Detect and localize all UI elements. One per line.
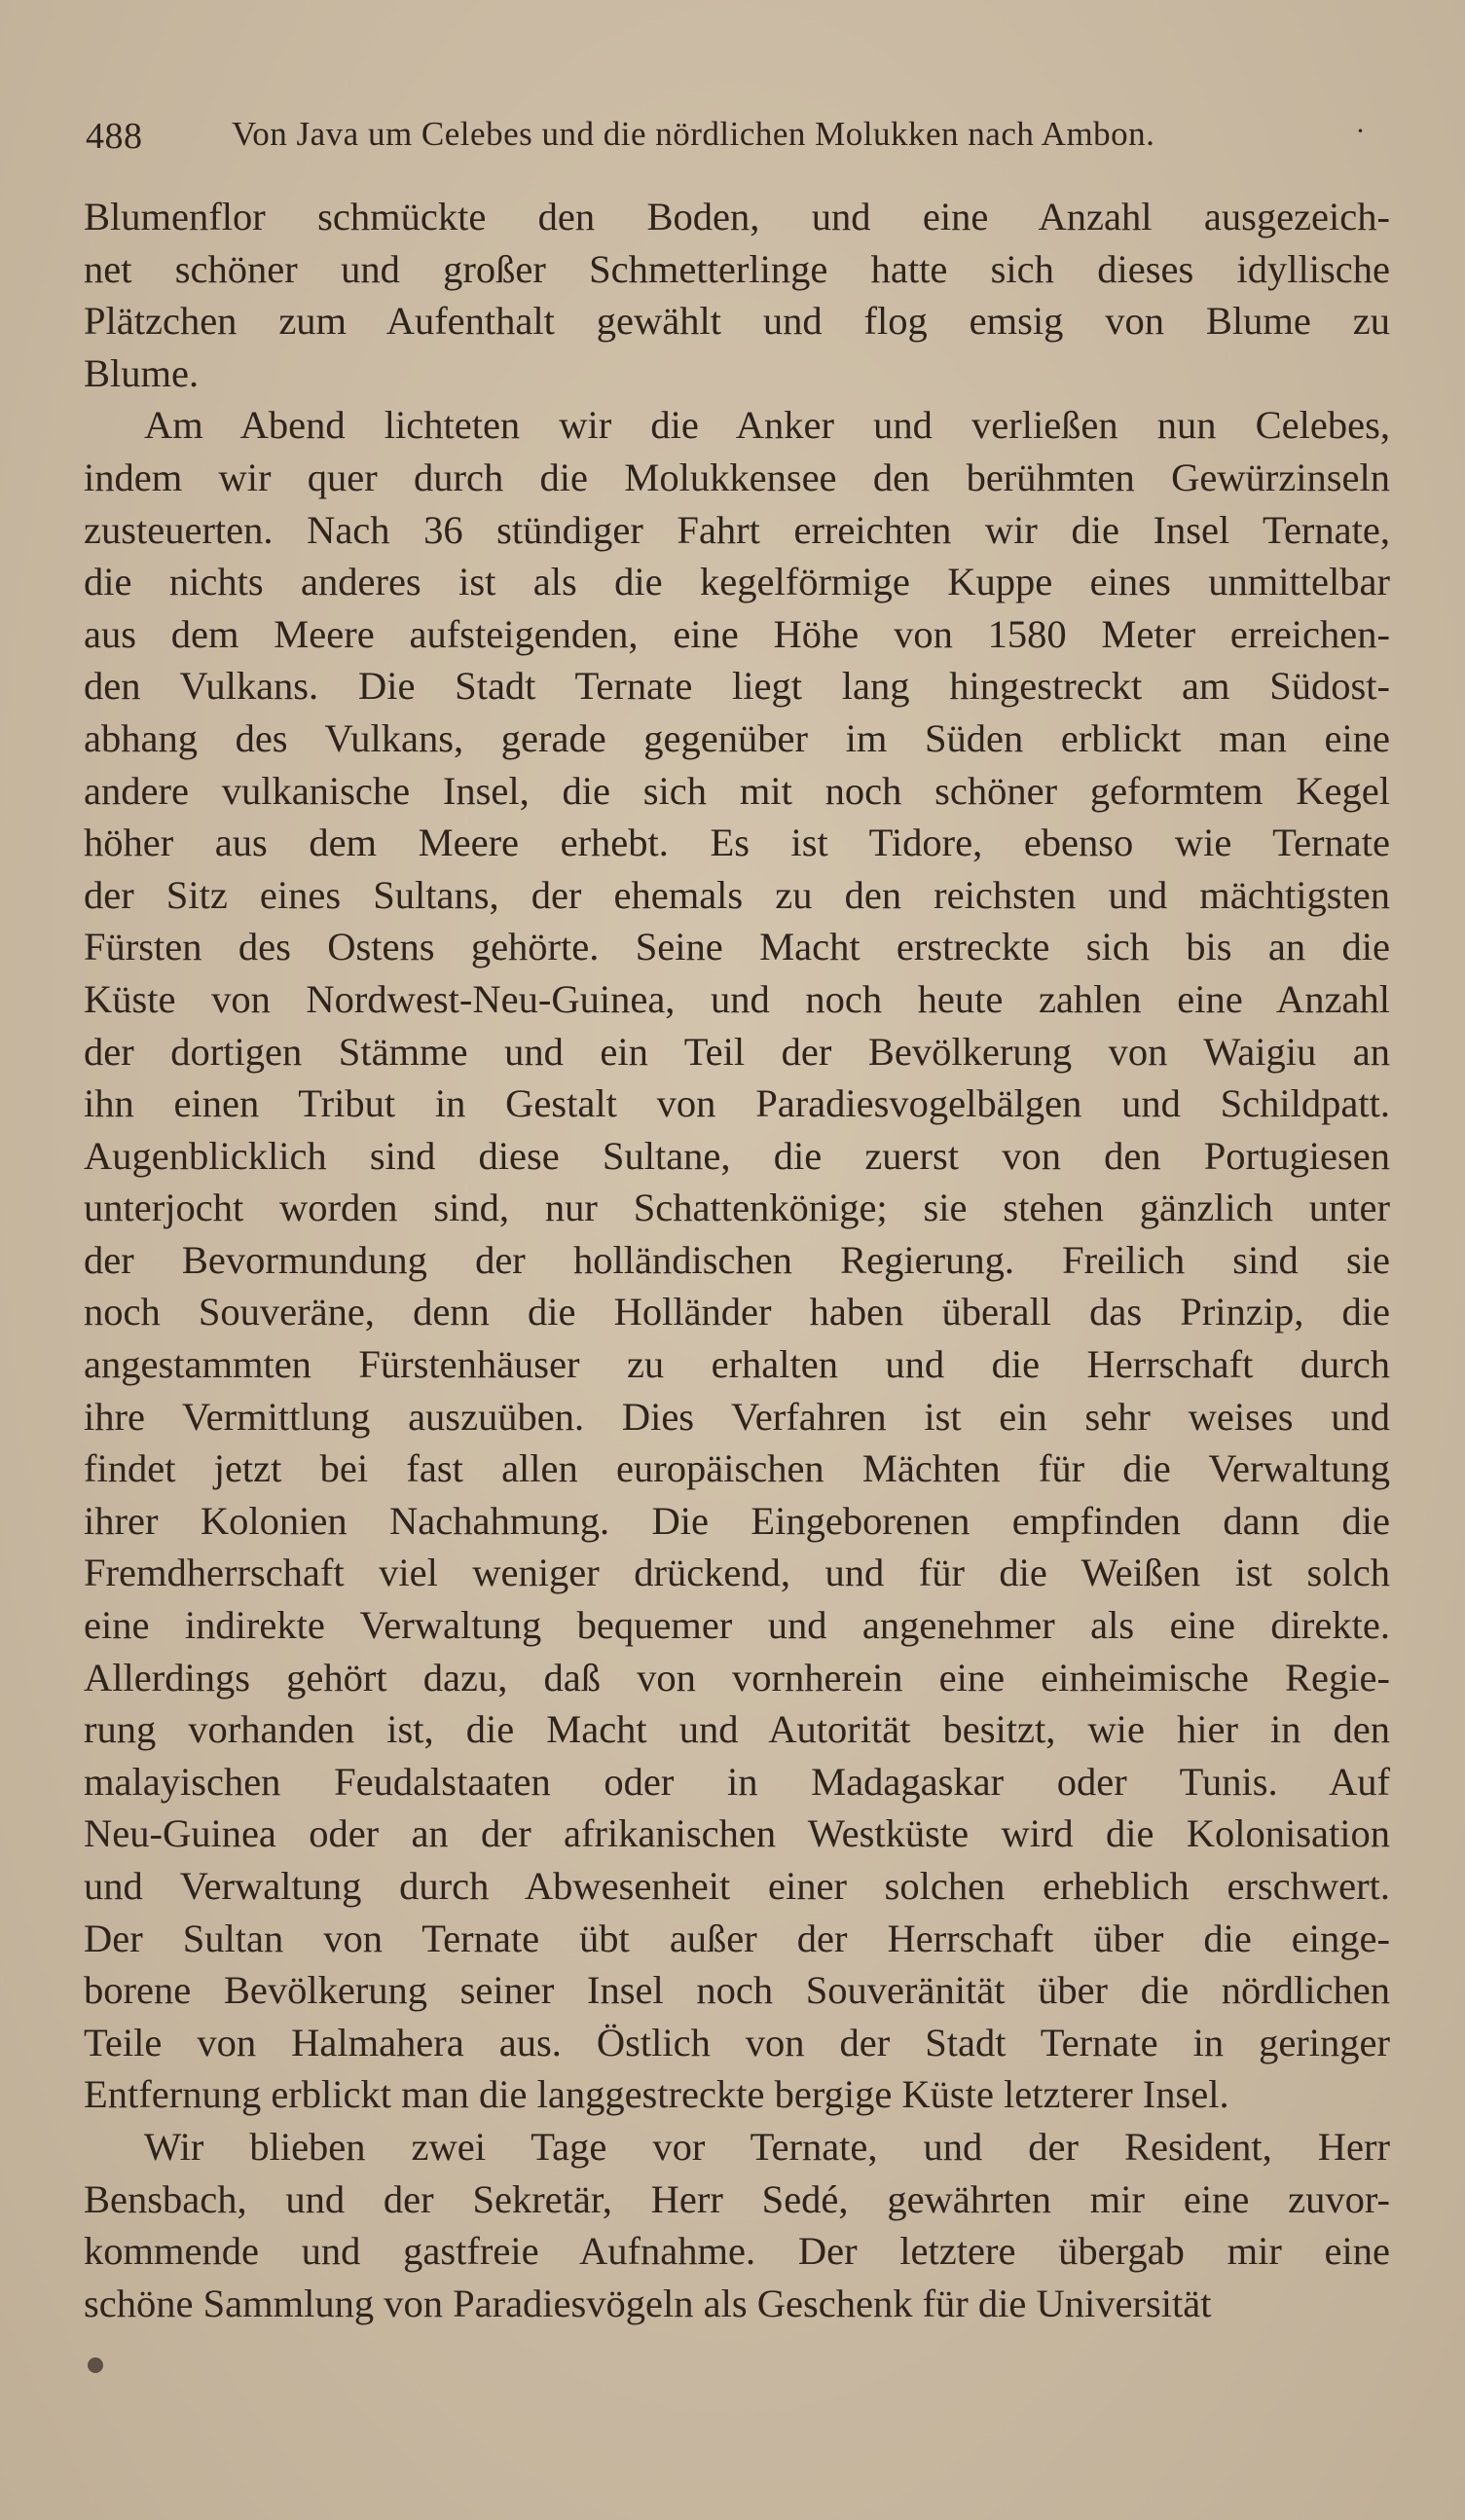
text-line: kommende und gastfreie Aufnahme. Der letztere übergab mir eine <box>84 2229 1390 2274</box>
running-head <box>86 115 1368 162</box>
text-line: Teile von Halmahera aus. Östlich von der Stadt Ternate in geringer <box>84 2020 1390 2064</box>
text-line: abhang des Vulkans, gerade gegenüber im Süden erblickt man eine <box>84 715 1390 760</box>
text-line: Der Sultan von Ternate übt außer der Herrschaft über die einge- <box>84 1916 1390 1960</box>
text-line: Entfernung erblickt man die langgestreckte bergige Küste letzterer Insel. <box>84 2072 1229 2117</box>
text-line: ihre Vermittlung auszuüben. Dies Verfahren ist ein sehr weises und <box>84 1394 1390 1439</box>
text-line: eine indirekte Verwaltung bequemer und angenehmer als eine direkte. <box>84 1603 1390 1648</box>
text-line: indem wir quer durch die Molukkensee den berühmten Gewürzinseln <box>84 455 1390 499</box>
text-line: Bensbach, und der Sekretär, Herr Sedé, gewährten mir eine zuvor- <box>84 2176 1390 2221</box>
text-line: net schöner und großer Schmetterlinge hatte sich dieses idyllische <box>84 246 1390 291</box>
text-line: angestammten Fürstenhäuser zu erhalten und die Herrschaft durch <box>84 1342 1390 1387</box>
body-text <box>84 191 1390 2329</box>
text-line: Blumenflor schmückte den Boden, und eine Anzahl ausgezeich- <box>84 195 1390 238</box>
ink-spot <box>88 2357 103 2373</box>
text-line: andere vulkanische Insel, die sich mit noch schöner geformtem Kegel <box>84 768 1390 813</box>
text-line: Fürsten des Ostens gehörte. Seine Macht erstreckte sich bis an die <box>84 925 1390 969</box>
paragraph <box>84 2121 1390 2329</box>
text-line: rung vorhanden ist, die Macht und Autorität besitzt, wie hier in den <box>84 1707 1390 1752</box>
text-line: den Vulkans. Die Stadt Ternate liegt lang hingestreckt am Südost- <box>84 664 1390 709</box>
text-line: Plätzchen zum Aufenthalt gewählt und flog emsig von Blume zu <box>84 299 1390 344</box>
text-line: Küste von Nordwest-Neu-Guinea, und noch heute zahlen eine Anzahl <box>84 976 1390 1021</box>
text-line: schöne Sammlung von Paradiesvögeln als Geschenk für die Universität <box>84 2281 1212 2325</box>
text-line: ihn einen Tribut in Gestalt von Paradiesvogelbälgen und Schildpatt. <box>84 1081 1390 1126</box>
text-line: zusteuerten. Nach 36 stündiger Fahrt erreichten wir die Insel Ternate, <box>84 507 1390 552</box>
text-line: der Bevormundung der holländischen Regierung. Freilich sind sie <box>84 1237 1390 1282</box>
running-title: Von Java um Celebes und die nördlichen Molukken nach Ambon. <box>232 115 1155 153</box>
text-line: Wir blieben zwei Tage vor Ternate, und der Resident, Herr <box>144 2124 1390 2169</box>
text-line: Am Abend lichteten wir die Anker und verließen nun Celebes, <box>144 403 1390 448</box>
text-line: Allerdings gehört dazu, daß von vornherein eine einheimische Regie- <box>84 1655 1390 1699</box>
page-number: 488 <box>86 116 143 157</box>
text-line: malayischen Feudalstaaten oder in Madagaskar oder Tunis. Auf <box>84 1759 1390 1804</box>
paragraph <box>84 399 1390 2121</box>
text-line: noch Souveräne, denn die Holländer haben überall das Prinzip, die <box>84 1290 1390 1334</box>
text-line: borene Bevölkerung seiner Insel noch Souveränität über die nördlichen <box>84 1968 1390 2013</box>
text-line: findet jetzt bei fast allen europäischen Mächten für die Verwaltung <box>84 1446 1390 1491</box>
header-ornament: · <box>1355 115 1366 147</box>
text-line: der dortigen Stämme und ein Teil der Bevölkerung von Waigiu an <box>84 1029 1390 1074</box>
text-line: unterjocht worden sind, nur Schattenkönige; sie stehen gänzlich unter <box>84 1186 1390 1230</box>
text-line: höher aus dem Meere erhebt. Es ist Tidore, ebenso wie Ternate <box>84 821 1390 865</box>
text-line: und Verwaltung durch Abwesenheit einer solchen erheblich erschwert. <box>84 1864 1390 1908</box>
text-line: die nichts anderes ist als die kegelförmige Kuppe eines unmittelbar <box>84 560 1390 604</box>
text-line: Augenblicklich sind diese Sultane, die zuerst von den Portugiesen <box>84 1133 1390 1178</box>
paragraph <box>84 191 1390 399</box>
text-line: Fremdherrschaft viel weniger drückend, und für die Weißen ist solch <box>84 1551 1390 1595</box>
text-line: Blume. <box>84 350 200 395</box>
text-line: aus dem Meere aufsteigenden, eine Höhe von 1580 Meter erreichen- <box>84 611 1390 656</box>
text-line: Neu-Guinea oder an der afrikanischen Westküste wird die Kolonisation <box>84 1811 1390 1856</box>
text-line: ihrer Kolonien Nachahmung. Die Eingeborenen empfinden dann die <box>84 1498 1390 1543</box>
text-line: der Sitz eines Sultans, der ehemals zu den reichsten und mächtigsten <box>84 872 1390 917</box>
